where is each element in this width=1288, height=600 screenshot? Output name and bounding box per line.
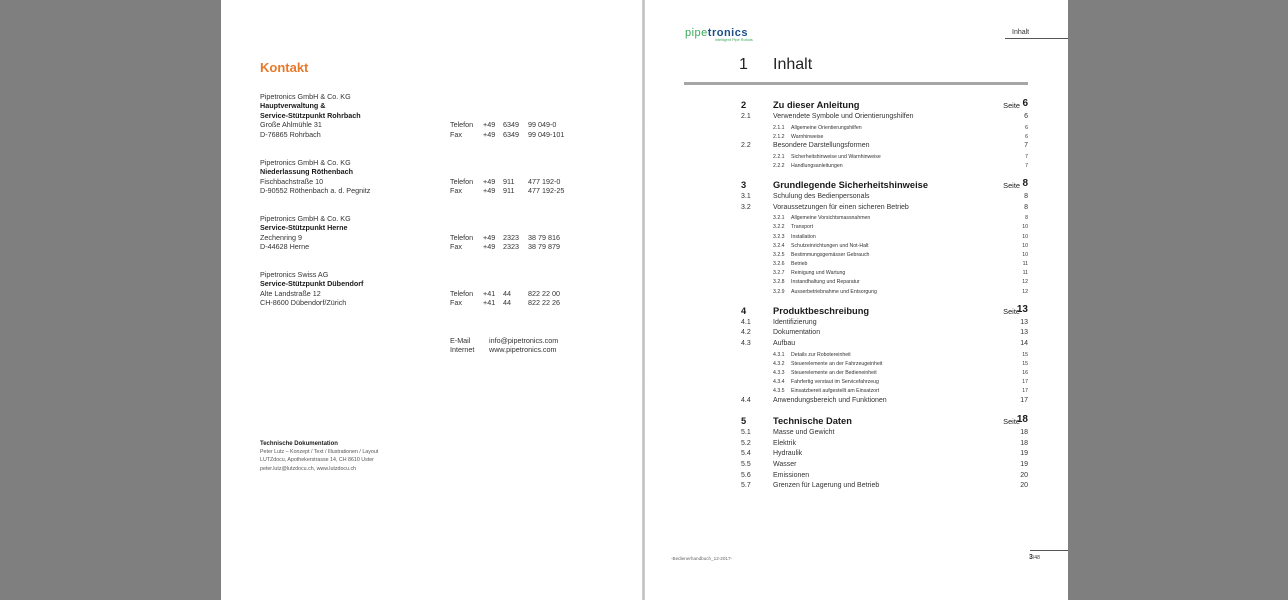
phone-label: Fax bbox=[450, 186, 462, 196]
toc-entry-number: 2.2 bbox=[741, 141, 751, 149]
office-block bbox=[260, 158, 620, 196]
phone-number: 477 192-0 bbox=[528, 176, 561, 186]
toc-entry-number: 5.5 bbox=[741, 460, 751, 468]
toc-entry-number: 3.2.6 bbox=[773, 261, 785, 268]
toc-entry-page: 8 bbox=[1025, 215, 1028, 222]
toc-entry-page: 15 bbox=[1022, 360, 1028, 367]
toc-entry-page: 6 bbox=[1025, 124, 1028, 131]
toc-entry-number: 4.1 bbox=[741, 318, 751, 326]
toc-entry-title: Allgemeine Orientierungshilfen bbox=[791, 124, 862, 131]
office-address-line: Große Ahlmühle 31 bbox=[260, 120, 322, 130]
office-block bbox=[260, 92, 620, 139]
toc-subentry[interactable] bbox=[684, 359, 1028, 368]
toc-seite-label: Seite bbox=[1003, 306, 1020, 316]
toc-section[interactable] bbox=[684, 98, 1028, 112]
toc-section[interactable] bbox=[684, 178, 1028, 192]
toc-section-page: 13 bbox=[1016, 303, 1028, 315]
toc-entry-title: Hydraulik bbox=[773, 450, 803, 458]
toc-entry-title: Instandhaltung und Reparatur bbox=[791, 279, 860, 286]
toc-entry-title: Steuerelemente an der Bedieneinheit bbox=[791, 369, 877, 376]
phone-country-code: +49 bbox=[483, 176, 496, 186]
toc-subentry[interactable] bbox=[684, 277, 1028, 286]
phone-row bbox=[450, 242, 620, 251]
toc-entry[interactable] bbox=[684, 192, 1028, 203]
office-company: Pipetronics Swiss AG bbox=[260, 270, 329, 279]
toc-entry-page: 20 bbox=[1020, 482, 1028, 490]
toc-entry-number: 3.2.7 bbox=[773, 270, 785, 277]
office-address-line: D-44628 Herne bbox=[260, 242, 310, 252]
office-company: Pipetronics GmbH & Co. KG bbox=[260, 158, 351, 167]
internet-value[interactable]: www.pipetronics.com bbox=[489, 345, 557, 355]
toc-entry-number: 4.3.1 bbox=[773, 351, 785, 358]
toc-section-page: 18 bbox=[1016, 414, 1028, 426]
toc-entry-number: 3.2.4 bbox=[773, 242, 785, 249]
toc-entry-page: 7 bbox=[1025, 162, 1028, 169]
toc-subentry[interactable] bbox=[684, 350, 1028, 359]
office-address-line: Fischbachstraße 10 bbox=[260, 176, 324, 186]
toc-subentry[interactable] bbox=[684, 161, 1028, 170]
office-address-line: Zechenring 9 bbox=[260, 232, 302, 242]
phone-number: 38 79 879 bbox=[528, 242, 560, 252]
phone-number: 822 22 26 bbox=[528, 298, 560, 308]
toc-section-number: 4 bbox=[741, 305, 747, 316]
toc-entry-title: Transport bbox=[791, 224, 814, 231]
toc-section-title: Produktbeschreibung bbox=[773, 305, 870, 316]
phone-area-code: 911 bbox=[503, 186, 515, 196]
phone-area-code: 44 bbox=[503, 288, 511, 298]
toc-entry-page: 15 bbox=[1022, 351, 1028, 358]
toc-entry[interactable] bbox=[684, 112, 1028, 123]
office-block bbox=[260, 214, 620, 252]
toc-entry-title: Wasser bbox=[773, 460, 797, 468]
phone-country-code: +41 bbox=[483, 288, 496, 298]
toc-entry-title: Einsatzbereit aufgestellt am Einsatzort bbox=[791, 388, 880, 395]
toc-entry-number: 3.2.9 bbox=[773, 288, 785, 295]
footer-doc-id: -Bedienerhandbuch_12-2017- bbox=[671, 556, 733, 561]
phone-label: Telefon bbox=[450, 232, 474, 242]
contact-title: Kontakt bbox=[260, 60, 309, 75]
office-company: Pipetronics GmbH & Co. KG bbox=[260, 92, 351, 101]
footer-page-number bbox=[1029, 554, 1040, 561]
footer-rule bbox=[1030, 550, 1068, 551]
toc-entry-title: Grenzen für Lagerung und Betrieb bbox=[773, 482, 880, 490]
toc-seite-label: Seite bbox=[1003, 417, 1020, 427]
toc-entry-page: 17 bbox=[1022, 388, 1028, 395]
toc-entry-number: 3.2.5 bbox=[773, 251, 785, 258]
toc-entry-page: 16 bbox=[1022, 369, 1028, 376]
office-phones bbox=[450, 233, 620, 252]
toc-section-number: 3 bbox=[741, 179, 747, 190]
toc-entry-number: 2.1.2 bbox=[773, 133, 785, 140]
toc-section[interactable] bbox=[684, 414, 1028, 428]
toc-seite-label: Seite bbox=[1003, 180, 1020, 190]
toc-entry-title: Bestimmungsgemässer Gebrauch bbox=[791, 251, 870, 258]
toc-subentry[interactable] bbox=[684, 259, 1028, 268]
toc-entry-number: 5.6 bbox=[741, 471, 751, 479]
toc-entry[interactable] bbox=[684, 203, 1028, 214]
office-company: Pipetronics GmbH & Co. KG bbox=[260, 214, 351, 223]
toc-entry-title: Fahrfertig verstaut im Servicefahrzeug bbox=[791, 379, 879, 386]
toc-entry-title: Installation bbox=[791, 233, 816, 240]
internet-row bbox=[450, 345, 600, 354]
toc-entry-page: 8 bbox=[1024, 192, 1028, 200]
footer-page-current: 3 bbox=[1029, 554, 1033, 561]
toc-subentry[interactable] bbox=[684, 222, 1028, 231]
phone-area-code: 6349 bbox=[503, 129, 519, 139]
toc-entry-title: Anwendungsbereich und Funktionen bbox=[773, 396, 887, 404]
running-head: Inhalt bbox=[1012, 29, 1030, 36]
tech-doc-line: LUTZdocu, Apothekerstrasse 14, CH 8610 Uster bbox=[260, 457, 374, 464]
toc-entry-page: 19 bbox=[1020, 450, 1028, 458]
toc-subentry[interactable] bbox=[684, 123, 1028, 132]
toc-entry[interactable] bbox=[684, 318, 1028, 329]
right-page bbox=[645, 0, 1068, 600]
email-label: E-Mail bbox=[450, 336, 471, 345]
toc-entry-page: 8 bbox=[1024, 203, 1028, 211]
toc-entry-title: Schutzeinrichtungen und Not-Halt bbox=[791, 242, 869, 249]
internet-label: Internet bbox=[450, 345, 475, 355]
toc-entry-number: 4.3.4 bbox=[773, 379, 785, 386]
toc-entry-number: 2.2.1 bbox=[773, 153, 785, 160]
phone-row bbox=[450, 298, 620, 307]
toc-entry-title: Handlungsanleitungen bbox=[791, 162, 843, 169]
toc-entry-number: 3.2.8 bbox=[773, 279, 785, 286]
office-name: Niederlassung Röthenbach bbox=[260, 167, 354, 177]
phone-label: Fax bbox=[450, 242, 462, 252]
toc-entry-number: 2.1 bbox=[741, 113, 751, 120]
logo-tagline: intelligent Pipe Robots bbox=[715, 38, 753, 42]
office-block bbox=[260, 270, 620, 308]
toc-entry-number: 5.7 bbox=[741, 482, 751, 490]
phone-row bbox=[450, 186, 620, 195]
toc-entry-page: 18 bbox=[1020, 439, 1028, 447]
toc-seite-label: Seite bbox=[1003, 101, 1020, 110]
toc-entry-page: 20 bbox=[1020, 471, 1028, 479]
phone-country-code: +49 bbox=[483, 120, 496, 130]
toc-entry-title: Aufbau bbox=[773, 340, 796, 347]
toc-entry-title: Identifizierung bbox=[773, 318, 817, 326]
phone-number: 477 192-25 bbox=[528, 186, 565, 196]
toc-entry[interactable] bbox=[684, 439, 1028, 450]
tech-doc-line: peter.lutz@lutzdocu.ch, www.lutzdocu.ch bbox=[260, 465, 357, 472]
office-phones bbox=[450, 177, 620, 196]
phone-number: 38 79 816 bbox=[528, 232, 560, 242]
toc-entry-title: Ausserbetriebnahme und Entsorgung bbox=[791, 288, 877, 295]
toc-section-number: 5 bbox=[741, 416, 747, 427]
tech-doc-credits bbox=[260, 440, 378, 473]
toc-entry-number: 3.2.2 bbox=[773, 224, 785, 231]
office-name: Hauptverwaltung & bbox=[260, 101, 326, 111]
phone-row bbox=[450, 120, 620, 129]
toc-entry-title: Betrieb bbox=[791, 261, 808, 268]
phone-area-code: 911 bbox=[503, 176, 515, 186]
toc-entry[interactable] bbox=[684, 339, 1028, 350]
toc-entry-number: 4.3 bbox=[741, 340, 751, 347]
phone-country-code: +41 bbox=[483, 298, 496, 308]
toc-subentry[interactable] bbox=[684, 268, 1028, 277]
phone-label: Telefon bbox=[450, 288, 474, 298]
toc-entry-title: Voraussetzungen für einen sicheren Betrieb bbox=[773, 203, 909, 211]
office-address-line: Alte Landstraße 12 bbox=[260, 288, 321, 298]
toc-entry-number: 4.3.2 bbox=[773, 360, 785, 367]
toc-entry[interactable] bbox=[684, 460, 1028, 471]
phone-country-code: +49 bbox=[483, 242, 496, 252]
toc-subentry[interactable] bbox=[684, 232, 1028, 241]
office-address-line: CH-8600 Dübendorf/Zürich bbox=[260, 298, 347, 308]
phone-area-code: 2323 bbox=[503, 242, 519, 252]
phone-row bbox=[450, 130, 620, 139]
toc-entry-page: 13 bbox=[1020, 318, 1028, 326]
toc-entry-page: 7 bbox=[1025, 153, 1028, 160]
toc-entry-page: 11 bbox=[1022, 261, 1028, 268]
toc-entry[interactable] bbox=[684, 328, 1028, 339]
toc-entry-page: 7 bbox=[1024, 141, 1028, 149]
tech-doc-heading: Technische Dokumentation bbox=[260, 441, 338, 447]
toc-entry-title: Reinigung und Wartung bbox=[791, 270, 846, 277]
logo-tronics: tronics bbox=[707, 27, 748, 39]
toc-entry-page: 13 bbox=[1020, 329, 1028, 337]
toc-entry-page: 6 bbox=[1024, 113, 1028, 120]
tech-doc-line: Peter Lutz – Konzept / Text / Illustrationen / Layout bbox=[260, 449, 379, 456]
toc-entry-title: Elektrik bbox=[773, 439, 796, 447]
phone-country-code: +49 bbox=[483, 232, 496, 242]
toc-subentry[interactable] bbox=[684, 368, 1028, 377]
toc-entry-page: 6 bbox=[1025, 133, 1028, 140]
office-phones bbox=[450, 289, 620, 308]
toc-subentry[interactable] bbox=[684, 386, 1028, 395]
toc-subentry[interactable] bbox=[684, 213, 1028, 222]
contact-block bbox=[450, 336, 600, 355]
toc-subentry[interactable] bbox=[684, 152, 1028, 161]
toc-entry-page: 10 bbox=[1022, 233, 1028, 240]
toc-entry-number: 5.1 bbox=[741, 429, 751, 437]
toc-entry-number: 4.3.3 bbox=[773, 369, 785, 376]
phone-country-code: +49 bbox=[483, 186, 496, 196]
toc-entry-page: 11 bbox=[1022, 270, 1028, 277]
toc-entry-title: Masse und Gewicht bbox=[773, 429, 835, 437]
phone-number: 99 049-101 bbox=[528, 129, 565, 139]
chapter-rule bbox=[684, 82, 1028, 85]
phone-row bbox=[450, 177, 620, 186]
toc-section[interactable] bbox=[684, 304, 1028, 318]
toc-section-number: 2 bbox=[741, 100, 747, 110]
toc-entry-number: 5.2 bbox=[741, 439, 751, 447]
toc-entry-title: Verwendete Symbole und Orientierungshilfen bbox=[773, 113, 914, 120]
toc-subentry[interactable] bbox=[684, 241, 1028, 250]
email-value[interactable]: info@pipetronics.com bbox=[489, 336, 559, 345]
toc-entry[interactable] bbox=[684, 449, 1028, 460]
toc-entry-page: 12 bbox=[1022, 288, 1028, 295]
phone-area-code: 2323 bbox=[503, 232, 519, 242]
toc-entry-title: Steuerelemente an der Fahrzeugeinheit bbox=[791, 360, 883, 367]
toc-entry-number: 4.4 bbox=[741, 396, 751, 404]
toc-entry-number: 2.2.2 bbox=[773, 162, 785, 169]
toc-entry[interactable] bbox=[684, 481, 1028, 492]
toc-subentry[interactable] bbox=[684, 132, 1028, 141]
toc-entry-page: 10 bbox=[1022, 224, 1028, 231]
phone-number: 99 049-0 bbox=[528, 120, 557, 130]
toc-entry-page: 10 bbox=[1022, 251, 1028, 258]
office-phones bbox=[450, 120, 620, 139]
toc-entry-title: Allgemeine Vorsichtsmassnahmen bbox=[791, 215, 871, 222]
toc-section-page: 6 bbox=[1022, 98, 1028, 109]
toc-entry[interactable] bbox=[684, 428, 1028, 439]
phone-area-code: 44 bbox=[503, 298, 511, 308]
phone-row bbox=[450, 289, 620, 298]
toc-entry[interactable] bbox=[684, 141, 1028, 152]
toc-entry-page: 10 bbox=[1022, 242, 1028, 249]
toc-entry[interactable] bbox=[684, 396, 1028, 407]
running-head-rule bbox=[1005, 38, 1068, 39]
toc-entry-title: Besondere Darstellungsformen bbox=[773, 141, 870, 149]
toc-entry-page: 12 bbox=[1022, 279, 1028, 286]
toc-entry-page: 17 bbox=[1022, 379, 1028, 386]
toc-entry-title: Warnhinweise bbox=[791, 133, 824, 140]
pipetronics-logo bbox=[685, 27, 753, 42]
toc-entry-number: 5.4 bbox=[741, 450, 751, 458]
toc-entry[interactable] bbox=[684, 471, 1028, 482]
phone-area-code: 6349 bbox=[503, 120, 519, 130]
toc-entry-number: 4.2 bbox=[741, 329, 751, 337]
toc-subentry[interactable] bbox=[684, 287, 1028, 296]
toc-entry-number: 4.3.5 bbox=[773, 388, 785, 395]
toc-entry-page: 14 bbox=[1020, 340, 1028, 347]
toc-entry-number: 3.2.3 bbox=[773, 233, 785, 240]
toc-entry-page: 18 bbox=[1020, 429, 1028, 437]
logo-pipe: pipe bbox=[685, 27, 708, 39]
phone-country-code: +49 bbox=[483, 129, 496, 139]
office-name: Service-Stützpunkt Dübendorf bbox=[260, 279, 364, 289]
toc-entry-title: Dokumentation bbox=[773, 329, 821, 337]
phone-label: Fax bbox=[450, 298, 462, 308]
toc-entry-title: Emissionen bbox=[773, 471, 810, 479]
toc-entry-title: Schulung des Bedienpersonals bbox=[773, 192, 870, 200]
toc-entry-page: 17 bbox=[1020, 396, 1028, 404]
toc-entry-number: 3.2.1 bbox=[773, 215, 785, 222]
toc-entry-title: Sicherheitshinweise und Warnhinweise bbox=[791, 153, 881, 160]
toc-section-title: Zu dieser Anleitung bbox=[773, 100, 860, 110]
phone-label: Telefon bbox=[450, 120, 474, 130]
email-row bbox=[450, 336, 600, 345]
phone-label: Fax bbox=[450, 129, 462, 139]
chapter-number: 1 bbox=[739, 56, 748, 73]
phone-label: Telefon bbox=[450, 176, 474, 186]
phone-number: 822 22 00 bbox=[528, 288, 560, 298]
toc-entry-title: Details zur Robotereinheit bbox=[791, 351, 851, 358]
toc-entry-page: 19 bbox=[1020, 460, 1028, 468]
chapter-title: Inhalt bbox=[773, 56, 813, 73]
toc-entry-number: 3.2 bbox=[741, 203, 751, 211]
toc-subentry[interactable] bbox=[684, 377, 1028, 386]
toc-subentry[interactable] bbox=[684, 250, 1028, 259]
toc-section-page: 8 bbox=[1022, 177, 1028, 189]
toc-section-title: Grundlegende Sicherheitshinweise bbox=[773, 179, 928, 190]
office-address-line: D-90552 Röthenbach a. d. Pegnitz bbox=[260, 186, 371, 196]
toc-entry-number: 2.1.1 bbox=[773, 124, 785, 131]
left-page bbox=[221, 0, 642, 600]
table-of-contents bbox=[684, 98, 1028, 492]
office-address-line: D-76865 Rohrbach bbox=[260, 129, 321, 139]
phone-row bbox=[450, 233, 620, 242]
office-name: Service-Stützpunkt Herne bbox=[260, 223, 348, 233]
toc-entry-number: 3.1 bbox=[741, 192, 751, 200]
office-name: Service-Stützpunkt Rohrbach bbox=[260, 110, 361, 120]
toc-section-title: Technische Daten bbox=[773, 416, 852, 427]
footer-page-total: /48 bbox=[1032, 555, 1040, 561]
